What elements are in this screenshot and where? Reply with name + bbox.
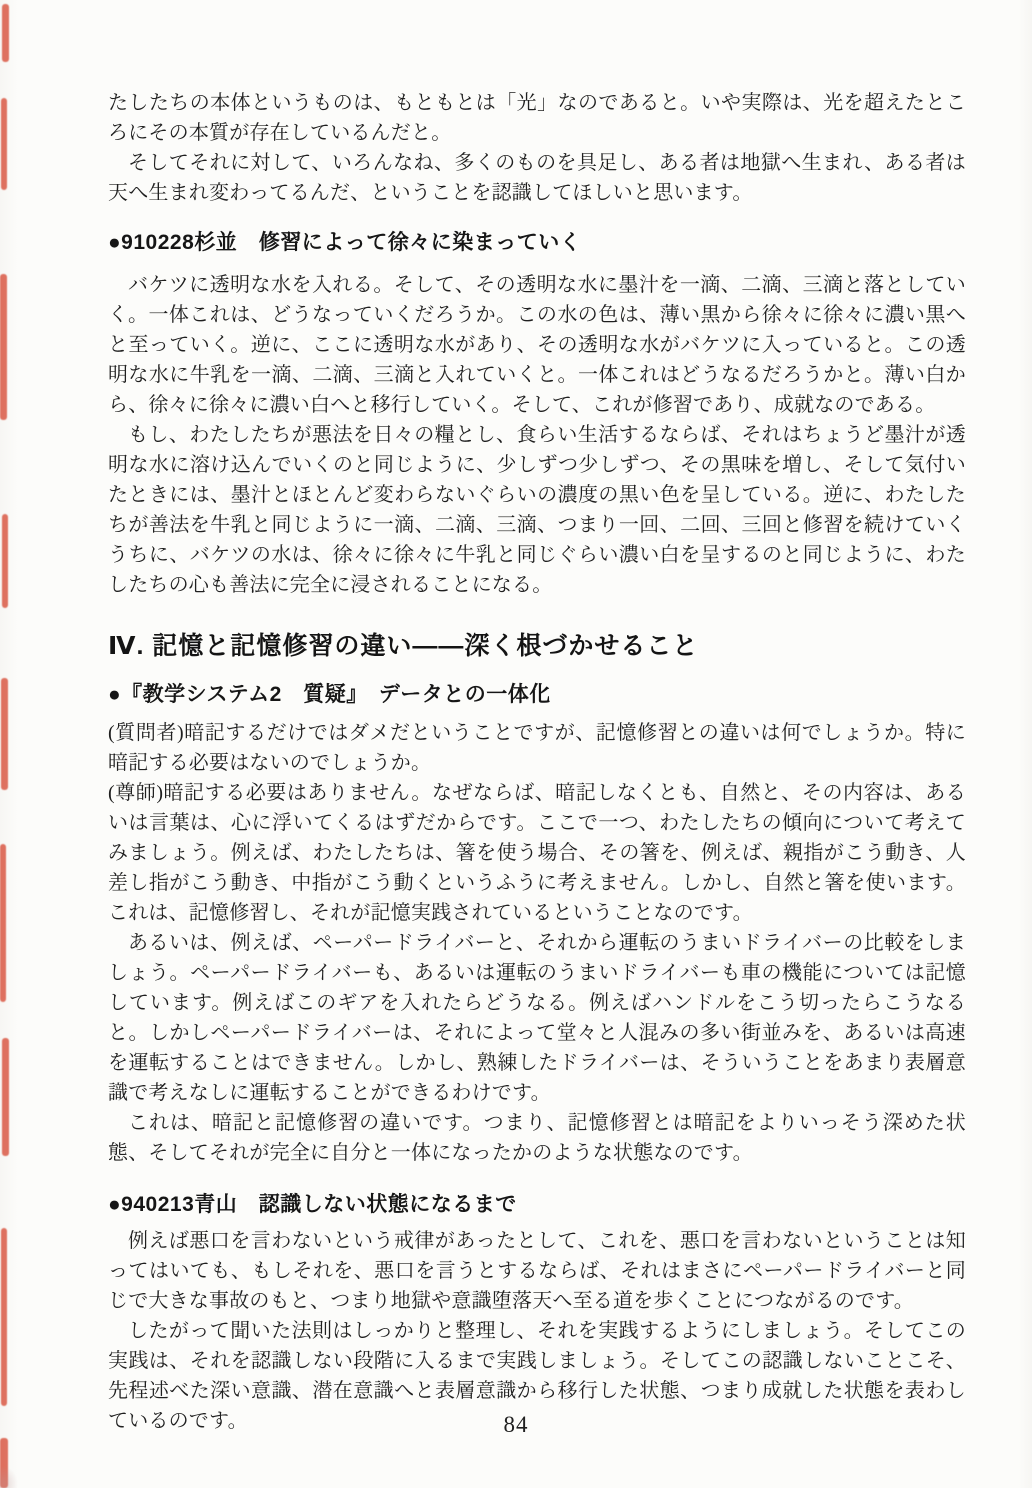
body-paragraph: (質問者)暗記するだけではダメだということですが、記憶修習との違いは何でしょうか。特に暗記する必要はないのでしょうか。 <box>108 722 966 774</box>
page-number: 84 <box>503 1412 529 1437</box>
red-scan-mark <box>2 1038 9 1156</box>
body-paragraph: (尊師)暗記する必要はありません。なぜならば、暗記しなくとも、自然と、その内容は、あるいは言葉は、心に浮いてくるはずだからです。ここで一つ、わたしたちの傾向について考えてみましょう。例えば、わたしたちは、箸を使う場合、その箸を、例えば、親指がこう動き、人差し指がこう動き、中指がこう動くというふうに考えません。しかし、自然と箸を使います。これは、記憶修習し、それが記憶実践されているということなのです。 <box>108 782 966 924</box>
body-paragraph: もし、わたしたちが悪法を日々の糧とし、食らい生活するならば、それはちょうど墨汁が透明な水に溶け込んでいくのと同じように、少しずつ少しずつ、その黒味を増し、そして気付いたときには、墨汁とほとんど変わらないぐらいの濃度の黒い色を呈している。逆に、わたしたちが善法を牛乳と同じように一滴、二滴、三滴、つまり一回、二回、三回と修習を続けていくうちに、バケツの水は、徐々に徐々に牛乳と同じぐらい濃い白を呈するのと同じように、わたしたちの心も善法に完全に浸されることになる。 <box>108 424 966 596</box>
body-paragraph: たしたちの本体というものは、もともとは「光」なのであると。いや実際は、光を超えたところにその本質が存在しているんだと。 <box>108 92 966 144</box>
red-scan-mark <box>1 98 7 190</box>
body-paragraph: したがって聞いた法則はしっかりと整理し、それを実践するようにしましょう。そしてこの実践は、それを認識しない段階に入るまで実践しましょう。そしてこの認識しないことこそ、先程述べた深い意識、潜在意識へと表層意識から移行した状態、つまり成就した状態を表わしているのです。 <box>108 1320 966 1432</box>
body-paragraph: あるいは、例えば、ペーパードライバーと、それから運転のうまいドライバーの比較をしましょう。ペーパードライバーも、あるいは運転のうまいドライバーも車の機能については記憶しています。例えばこのギアを入れたらどうなる。例えばハンドルをこう切ったらこうなると。しかしペーパードライバーは、それによって堂々と人混みの多い街並みを、あるいは高速を運転することはできません。しかし、熟練したドライバーは、そういうことをあまり表層意識で考えなしに運転することができるわけです。 <box>108 932 966 1104</box>
red-scan-mark <box>2 514 8 608</box>
page-content <box>108 88 966 1436</box>
red-scan-mark <box>0 844 6 1002</box>
section-heading: ●910228杉並 修習によって徐々に染まっていく <box>108 231 582 254</box>
red-scan-mark <box>2 4 9 62</box>
body-paragraph: バケツに透明な水を入れる。そして、その透明な水に墨汁を一滴、二滴、三滴と落としていく。一体これは、どうなっていくだろうか。この水の色は、薄い黒から徐々に徐々に濃い黒へと至っていく。逆に、ここに透明な水があり、その透明な水がバケツに入っていると。この透明な水に牛乳を一滴、二滴、三滴と入れていくと。一体これはどうなるだろうかと。薄い白から、徐々に徐々に濃い白へと移行していく。そして、これが修習であり、成就なのである。 <box>108 274 966 416</box>
chapter-heading: Ⅳ. 記憶と記憶修習の違い――深く根づかせること <box>108 632 699 660</box>
section-heading: ●940213青山 認識しない状態になるまで <box>108 1193 517 1216</box>
body-paragraph: そしてそれに対して、いろんなね、多くのものを具足し、ある者は地獄へ生まれ、ある者は天へ生まれ変わってるんだ、ということを認識してほしいと思います。 <box>108 152 966 204</box>
section-heading: ●『教学システム2 質疑』 データとの一体化 <box>108 683 551 706</box>
body-paragraph: これは、暗記と記憶修習の違いです。つまり、記憶修習とは暗記をよりいっそう深めた状態、そしてそれが完全に自分と一体になったかのような状態なのです。 <box>108 1112 966 1164</box>
red-scan-mark <box>1 678 8 790</box>
red-scan-mark <box>1 1228 7 1406</box>
scan-smudge <box>0 1466 18 1488</box>
body-paragraph: 例えば悪口を言わないという戒律があったとして、これを、悪口を言わないということは知ってはいても、もしそれを、悪口を言うとするならば、それはまさにペーパードライバーと同じで大きな事故のもと、つまり地獄や意識堕落天へ至る道を歩くことにつながるのです。 <box>108 1230 966 1312</box>
red-scan-mark <box>0 274 7 420</box>
